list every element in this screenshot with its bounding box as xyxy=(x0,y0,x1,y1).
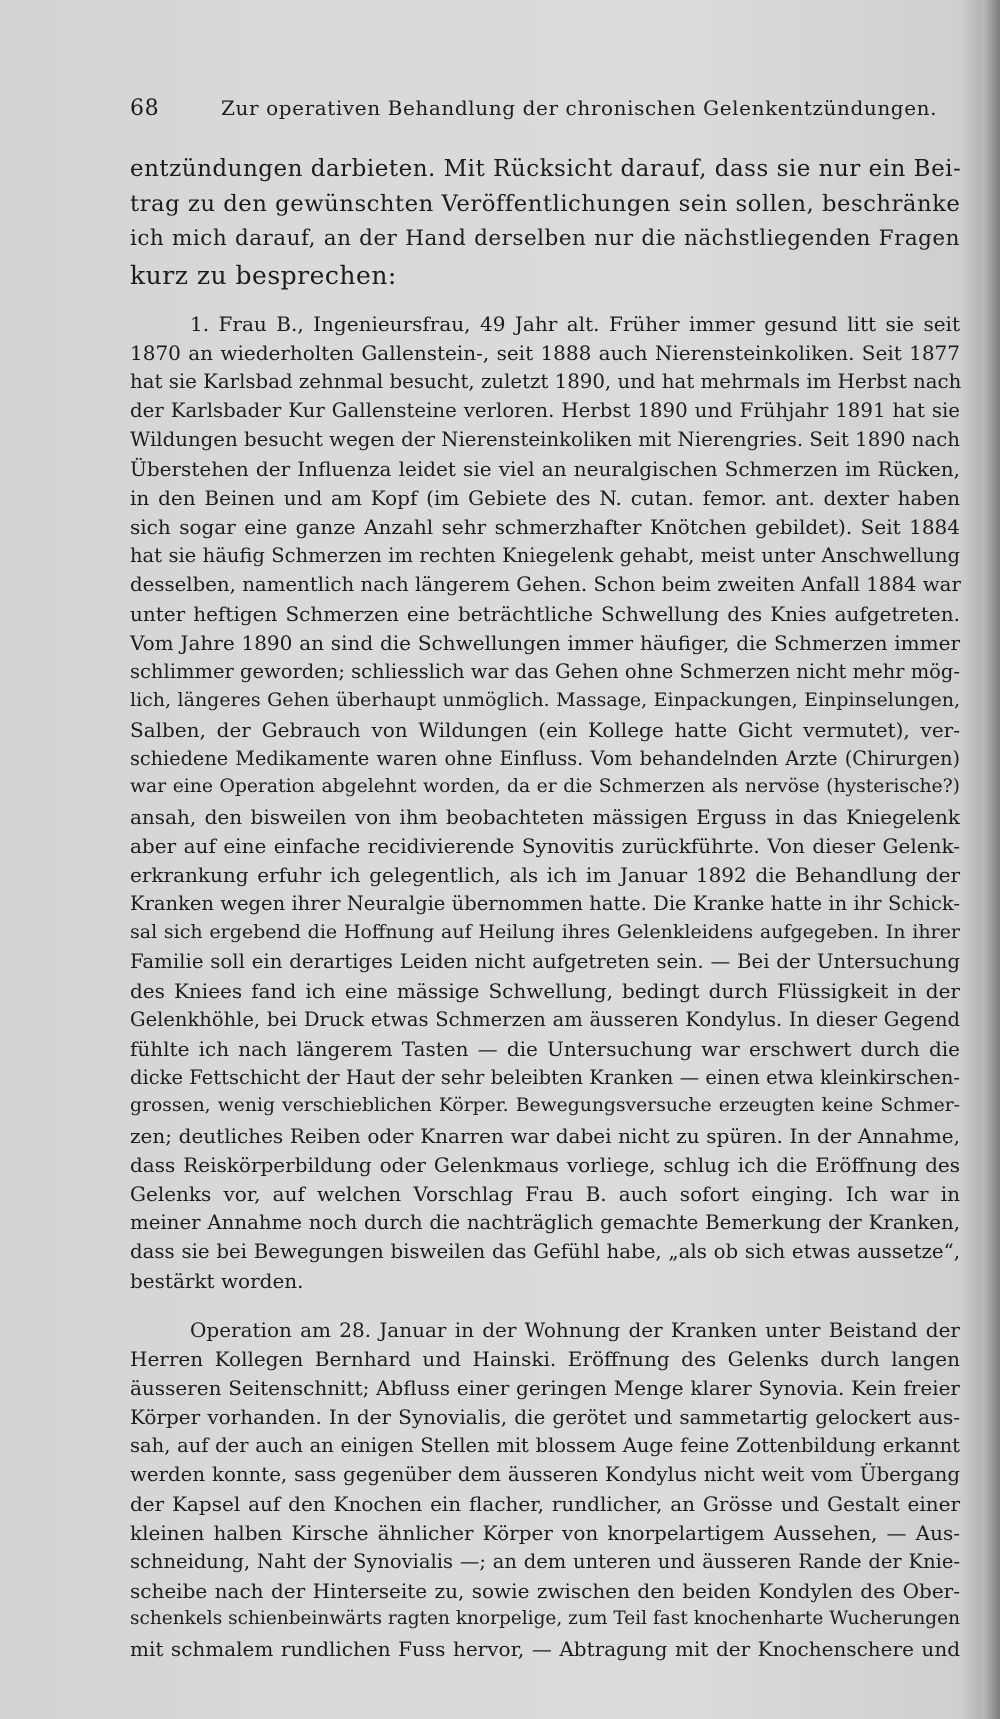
case-line: dicke Fettschicht der Haut der sehr beleibten Kranken — einen etwa kleinkirschen- xyxy=(130,1066,960,1089)
intro-line: kurz zu besprechen: xyxy=(130,261,397,290)
operation-line: der Kapsel auf den Knochen ein flacher, rundlicher, an Grösse und Gestalt einer xyxy=(130,1492,960,1516)
case-line: Gelenkhöhle, bei Druck etwas Schmerzen am äusseren Kondylus. In dieser Gegend xyxy=(130,1008,960,1031)
case-line: zen; deutliches Reiben oder Knarren war dabei nicht zu spüren. In der Annahme, xyxy=(130,1124,960,1148)
case-line: fühlte ich nach längerem Tasten — die Untersuchung war erschwert durch die xyxy=(130,1037,960,1061)
case-line: 1870 an wiederholten Gallenstein-, seit 1888 auch Nierensteinkoliken. Seit 1877 xyxy=(130,341,960,365)
case-line: Überstehen der Influenza leidet sie viel an neuralgischen Schmerzen im Rücken, xyxy=(130,457,960,481)
running-header xyxy=(130,96,960,126)
case-line: lich, längeres Gehen überhaupt unmöglich. Massage, Einpackungen, Einpinselungen, xyxy=(130,689,960,711)
intro-line: trag zu den gewünschten Veröffentlichungen sein sollen, beschränke xyxy=(130,191,961,217)
case-line: grossen, wenig verschieblichen Körper. Bewegungsversuche erzeugten keine Schmer- xyxy=(130,1095,960,1116)
case-line: schiedene Medikamente waren ohne Einfluss. Vom behandelnden Arzte (Chirurgen) xyxy=(130,747,960,770)
operation-line: Herren Kollegen Bernhard und Hainski. Eröffnung des Gelenks durch langen xyxy=(130,1347,960,1371)
case-line: bestärkt worden. xyxy=(130,1269,304,1293)
operation-line: sah, auf der auch an einigen Stellen mit blossem Auge feine Zottenbildung erkannt xyxy=(130,1434,960,1457)
case-line: hat sie häufig Schmerzen im rechten Kniegelenk gehabt, meist unter Anschwellung xyxy=(130,544,960,567)
intro-line: ich mich darauf, an der Hand derselben nur die nächstliegenden Fragen xyxy=(130,226,960,251)
case-line: ansah, den bisweilen von ihm beobachteten mässigen Erguss in das Kniegelenk xyxy=(130,805,960,829)
case-line: Wildungen besucht wegen der Nierensteinkoliken mit Nierengries. Seit 1890 nach xyxy=(130,428,960,451)
case-line: aber auf eine einfache recidivierende Synovitis zurückführte. Von dieser Gelenk- xyxy=(130,834,960,858)
case-line: in den Beinen und am Kopf (im Gebiete des N. cutan. femor. ant. dexter haben xyxy=(130,486,960,510)
intro-line: entzündungen darbieten. Mit Rücksicht darauf, dass sie nur ein Bei- xyxy=(130,156,962,182)
case-line: war eine Operation abgelehnt worden, da er die Schmerzen als nervöse (hysterische?) xyxy=(130,776,960,797)
case-line: der Karlsbader Kur Gallensteine verloren. Herbst 1890 und Frühjahr 1891 hat sie xyxy=(130,399,960,422)
case-line: Gelenks vor, auf welchen Vorschlag Frau B. auch sofort einging. Ich war in xyxy=(130,1182,960,1206)
operation-line: kleinen halben Kirsche ähnlicher Körper von knorpelartigem Aussehen, — Aus- xyxy=(130,1521,960,1545)
case-line: hat sie Karlsbad zehnmal besucht, zuletzt 1890, und hat mehrmals im Herbst nach xyxy=(130,370,962,393)
case-line: Kranken wegen ihrer Neuralgie übernommen hatte. Die Kranke hatte in ihr Schick- xyxy=(130,892,960,915)
operation-line: mit schmalem rundlichen Fuss hervor, — Abtragung mit der Knochenschere und xyxy=(130,1637,960,1661)
case-line: dass Reiskörperbildung oder Gelenkmaus vorliege, schlug ich die Eröffnung des xyxy=(130,1153,960,1177)
operation-line: schenkels schienbeinwärts ragten knorpelige, zum Teil fast knochenharte Wucherungen xyxy=(130,1608,960,1629)
operation-line: Operation am 28. Januar in der Wohnung der Kranken unter Beistand der xyxy=(190,1318,960,1342)
case-line: unter heftigen Schmerzen eine beträchtliche Schwellung des Knies aufgetreten. xyxy=(130,602,960,626)
case-line: meiner Annahme noch durch die nachträglich gemachte Bemerkung der Kranken, xyxy=(130,1211,960,1234)
case-line: sal sich ergebend die Hoffnung auf Heilung ihres Gelenkleidens aufgegeben. In ihrer xyxy=(130,921,960,943)
operation-line: Körper vorhanden. In der Synovialis, die gerötet und sammetartig gelockert aus- xyxy=(130,1405,960,1429)
page-number: 68 xyxy=(130,96,160,121)
book-spine-edge xyxy=(982,0,1000,1719)
case-line: Salben, der Gebrauch von Wildungen (ein Kollege hatte Gicht vermutet), ver- xyxy=(130,718,960,742)
case-line: Familie soll ein derartiges Leiden nicht aufgetreten sein. — Bei der Untersuchung xyxy=(130,950,960,973)
case-line: Vom Jahre 1890 an sind die Schwellungen immer häufiger, die Schmerzen immer xyxy=(130,631,960,655)
running-title: Zur operativen Behandlung der chronischen Gelenkentzündungen. xyxy=(221,96,938,120)
case-line: erkrankung erfuhr ich gelegentlich, als ich im Januar 1892 die Behandlung der xyxy=(130,863,960,887)
case-line: dass sie bei Bewegungen bisweilen das Gefühl habe, „als ob sich etwas aussetze“, xyxy=(130,1240,960,1263)
operation-line: werden konnte, sass gegenüber dem äusseren Kondylus nicht weit vom Übergang xyxy=(130,1463,960,1486)
operation-line: äusseren Seitenschnitt; Abfluss einer geringen Menge klarer Synovia. Kein freier xyxy=(130,1376,960,1400)
case-line: schlimmer geworden; schliesslich war das Gehen ohne Schmerzen nicht mehr mög- xyxy=(130,660,960,683)
operation-line: scheibe nach der Hinterseite zu, sowie zwischen den beiden Kondylen des Ober- xyxy=(130,1579,960,1603)
operation-line: schneidung, Naht der Synovialis —; an dem unteren und äusseren Rande der Knie- xyxy=(130,1550,960,1573)
case-line: des Kniees fand ich eine mässige Schwellung, bedingt durch Flüssigkeit in der xyxy=(130,979,960,1003)
case-line: sich sogar eine ganze Anzahl sehr schmerzhafter Knötchen gebildet). Seit 1884 xyxy=(130,515,960,539)
case-line: 1. Frau B., Ingenieursfrau, 49 Jahr alt. Früher immer gesund litt sie seit xyxy=(190,312,960,336)
case-line: desselben, namentlich nach längerem Gehen. Schon beim zweiten Anfall 1884 war xyxy=(130,573,961,596)
